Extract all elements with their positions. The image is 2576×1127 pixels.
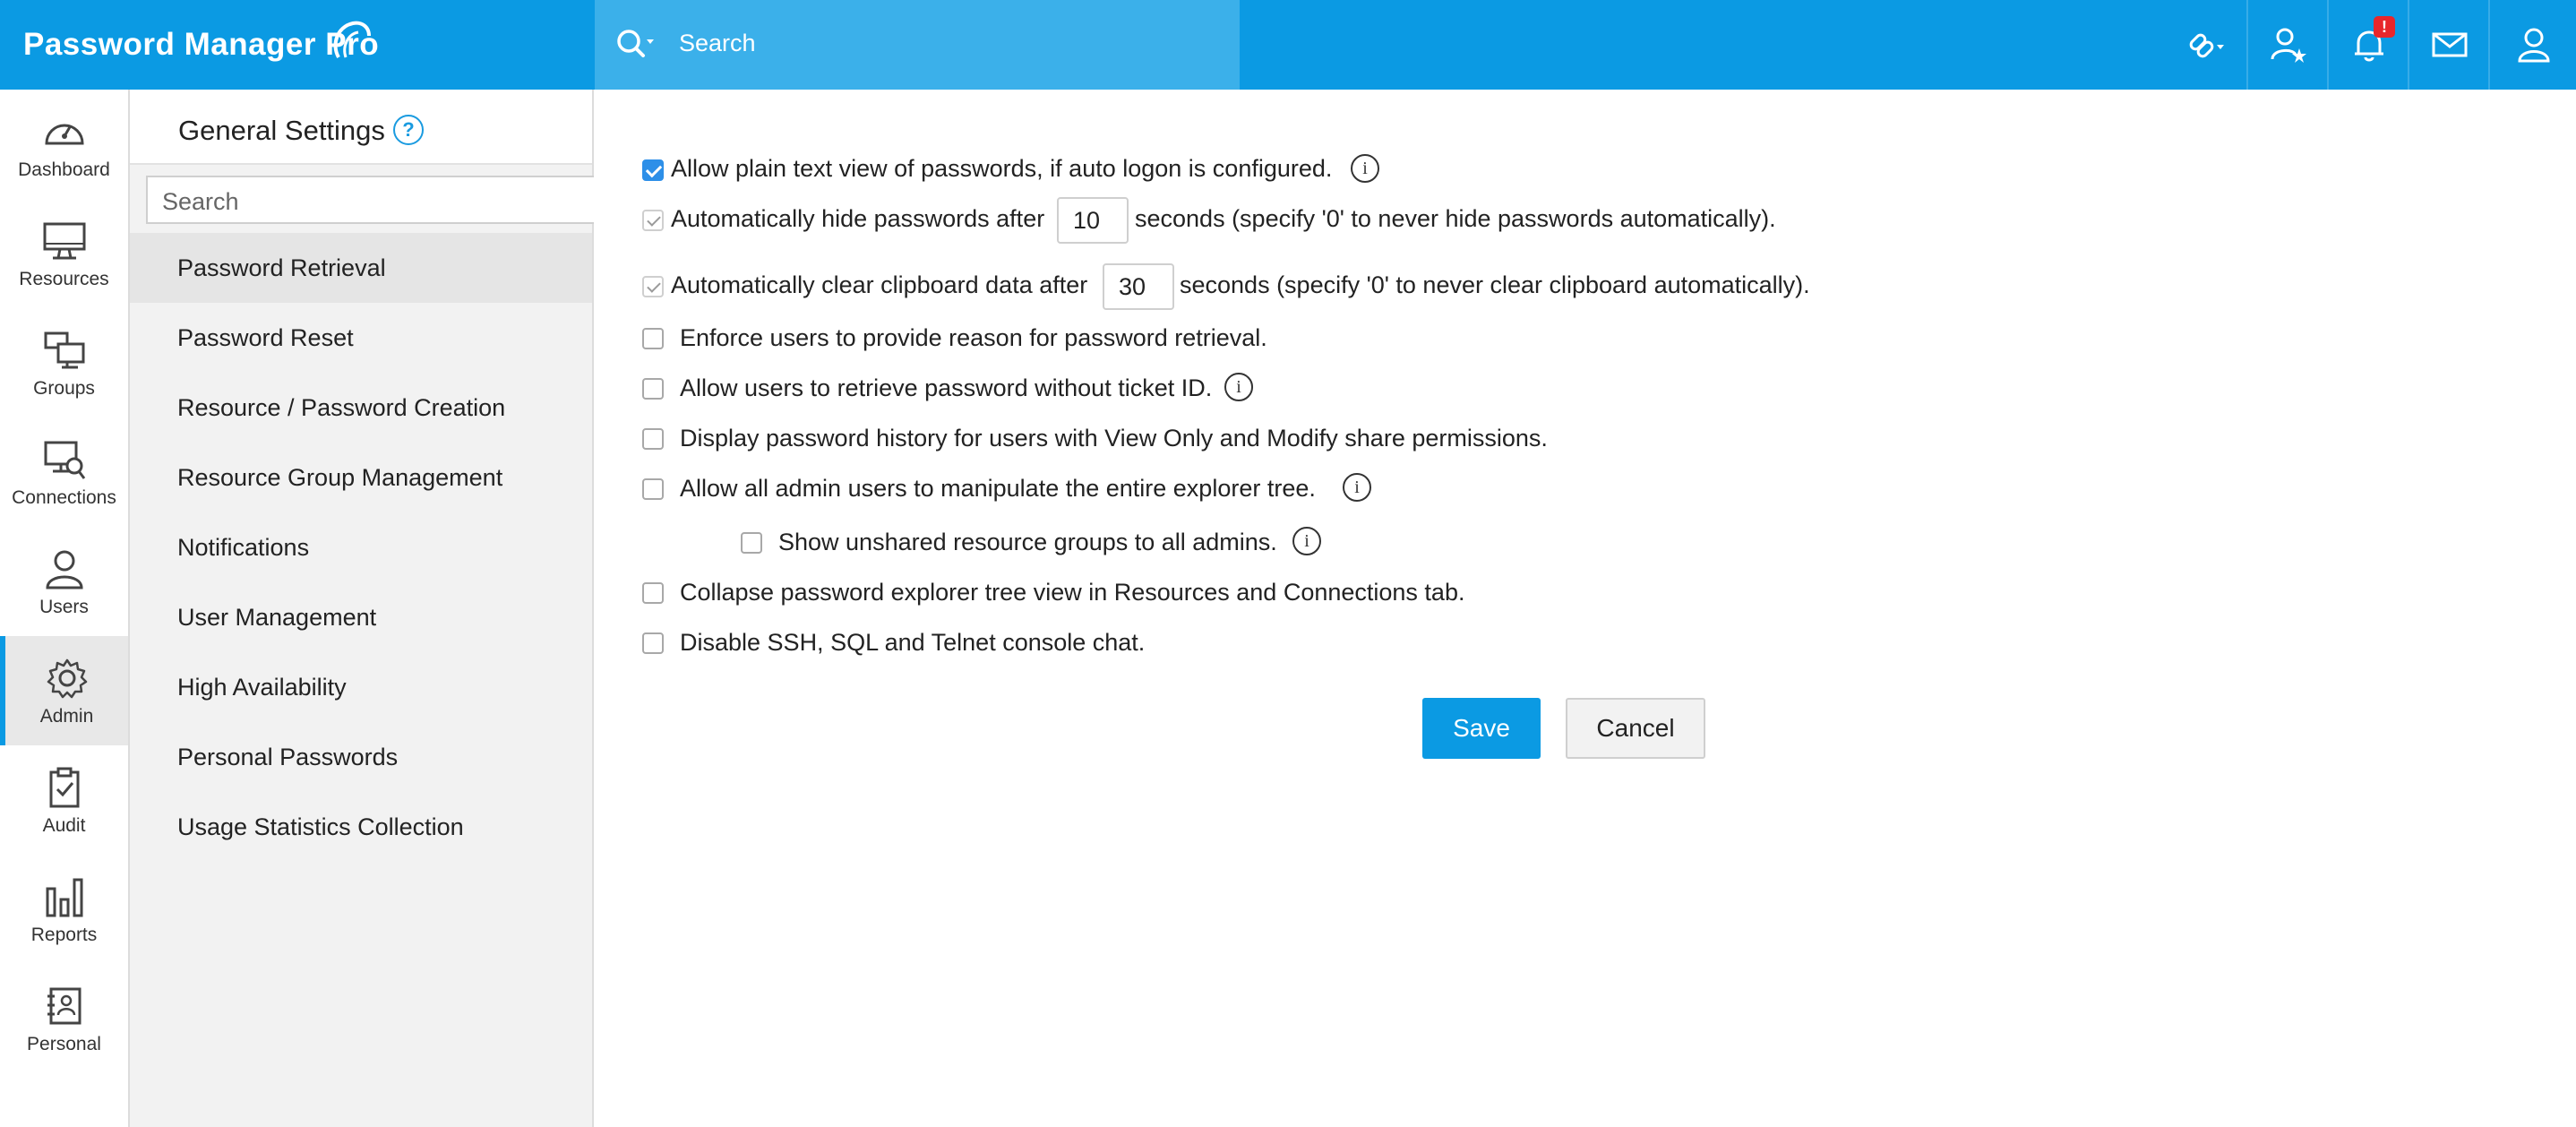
nav-label: Connections <box>12 487 116 508</box>
app-logo: Password Manager Pro <box>23 27 380 62</box>
nav-audit[interactable] <box>0 745 128 855</box>
unshared-groups-checkbox[interactable] <box>741 532 762 554</box>
settings-panel <box>130 90 594 1127</box>
nav-label: Dashboard <box>18 159 110 180</box>
nav-label: Resources <box>19 269 109 289</box>
main-content <box>594 90 2576 1127</box>
global-search[interactable] <box>595 0 1240 90</box>
user-star-icon <box>2269 25 2308 65</box>
left-navigation <box>0 90 130 1127</box>
auto-hide-checkbox[interactable] <box>642 210 664 231</box>
menu-password-reset[interactable]: Password Reset <box>177 323 354 351</box>
bar-chart-icon <box>42 876 87 917</box>
menu-resource-password-creation[interactable]: Resource / Password Creation <box>177 393 506 421</box>
auto-hide-suffix: seconds (specify '0' to never hide passwords automatically). <box>1135 205 1776 232</box>
contact-book-icon <box>42 985 87 1027</box>
header-link-button[interactable] <box>2166 0 2246 90</box>
nav-dashboard[interactable] <box>0 90 128 199</box>
auto-clear-suffix: seconds (specify '0' to never clear clipboard automatically). <box>1180 271 1810 298</box>
menu-high-availability[interactable]: High Availability <box>177 673 347 701</box>
user-icon <box>42 548 87 589</box>
info-icon[interactable]: i <box>1224 373 1253 401</box>
top-header <box>0 0 2576 90</box>
enforce-reason-label: Enforce users to provide reason for password retrieval. <box>680 324 1267 351</box>
menu-resource-group-management[interactable]: Resource Group Management <box>177 463 503 491</box>
settings-header <box>130 90 592 165</box>
dashboard-icon <box>42 111 87 152</box>
nav-users[interactable] <box>0 527 128 636</box>
password-history-label: Display password history for users with View Only and Modify share permissions. <box>680 425 1548 452</box>
nav-reports[interactable] <box>0 855 128 964</box>
nav-label: Reports <box>30 925 98 945</box>
disable-chat-checkbox[interactable] <box>642 632 664 654</box>
save-button[interactable]: Save <box>1422 698 1541 759</box>
help-icon[interactable]: ? <box>393 115 424 145</box>
auto-clear-seconds-input[interactable]: 30 <box>1103 263 1174 310</box>
header-notifications-button[interactable] <box>2329 0 2409 90</box>
nav-personal[interactable] <box>0 964 128 1073</box>
menu-personal-passwords[interactable]: Personal Passwords <box>177 743 399 770</box>
menu-user-management[interactable]: User Management <box>177 603 377 631</box>
admin-explorer-label: Allow all admin users to manipulate the entire explorer tree. <box>680 475 1316 502</box>
nav-admin[interactable] <box>0 636 128 745</box>
auto-clear-label: Automatically clear clipboard data after <box>671 271 1088 298</box>
header-mail-button[interactable] <box>2409 0 2490 90</box>
settings-search-placeholder[interactable]: Search <box>162 188 239 215</box>
header-user-star-button[interactable] <box>2248 0 2329 90</box>
unshared-groups-label: Show unshared resource groups to all admins. <box>778 529 1277 555</box>
auto-hide-seconds-input[interactable]: 10 <box>1057 197 1129 244</box>
collapse-tree-label: Collapse password explorer tree view in Resources and Connections tab. <box>680 579 1465 606</box>
settings-title: General Settings <box>178 115 385 146</box>
search-icon[interactable] <box>614 27 657 63</box>
cancel-button[interactable]: Cancel <box>1566 698 1705 759</box>
password-history-checkbox[interactable] <box>642 428 664 450</box>
info-icon[interactable]: i <box>1351 154 1379 183</box>
nav-label: Audit <box>42 815 86 836</box>
plain-text-view-label: Allow plain text view of passwords, if auto logon is configured. <box>671 155 1333 182</box>
menu-usage-statistics-collection[interactable]: Usage Statistics Collection <box>177 813 464 840</box>
link-icon <box>2185 25 2228 65</box>
nav-groups[interactable] <box>0 308 128 417</box>
auto-clear-checkbox[interactable] <box>642 276 664 297</box>
nav-resources[interactable] <box>0 199 128 308</box>
nav-connections[interactable] <box>0 417 128 527</box>
mail-icon <box>2432 31 2468 58</box>
enforce-reason-checkbox[interactable] <box>642 328 664 349</box>
menu-password-retrieval[interactable]: Password Retrieval <box>130 233 592 303</box>
gear-icon <box>45 658 90 699</box>
user-icon <box>2516 25 2552 65</box>
nav-label: Users <box>39 597 89 617</box>
header-divider <box>2488 0 2490 90</box>
nav-label: Groups <box>33 378 95 399</box>
disable-chat-label: Disable SSH, SQL and Telnet console chat. <box>680 629 1146 656</box>
notification-badge: ! <box>2374 16 2395 38</box>
clipboard-check-icon <box>42 767 87 808</box>
without-ticket-label: Allow users to retrieve password without ticket ID. <box>680 374 1213 401</box>
without-ticket-checkbox[interactable] <box>642 378 664 400</box>
settings-search-input[interactable] <box>146 176 594 224</box>
search-placeholder[interactable]: Search <box>679 30 756 56</box>
admin-explorer-checkbox[interactable] <box>642 478 664 500</box>
logo-swoosh-icon <box>330 18 373 65</box>
info-icon[interactable]: i <box>1292 527 1321 555</box>
header-profile-button[interactable] <box>2494 0 2574 90</box>
connections-icon <box>42 439 87 480</box>
groups-icon <box>42 330 87 371</box>
collapse-tree-checkbox[interactable] <box>642 582 664 604</box>
info-icon[interactable]: i <box>1343 473 1371 502</box>
plain-text-view-checkbox[interactable] <box>642 159 664 181</box>
menu-notifications[interactable]: Notifications <box>177 533 310 561</box>
nav-label: Admin <box>39 706 94 727</box>
auto-hide-label: Automatically hide passwords after <box>671 205 1045 232</box>
monitor-icon <box>42 220 87 262</box>
nav-label: Personal <box>27 1034 101 1054</box>
